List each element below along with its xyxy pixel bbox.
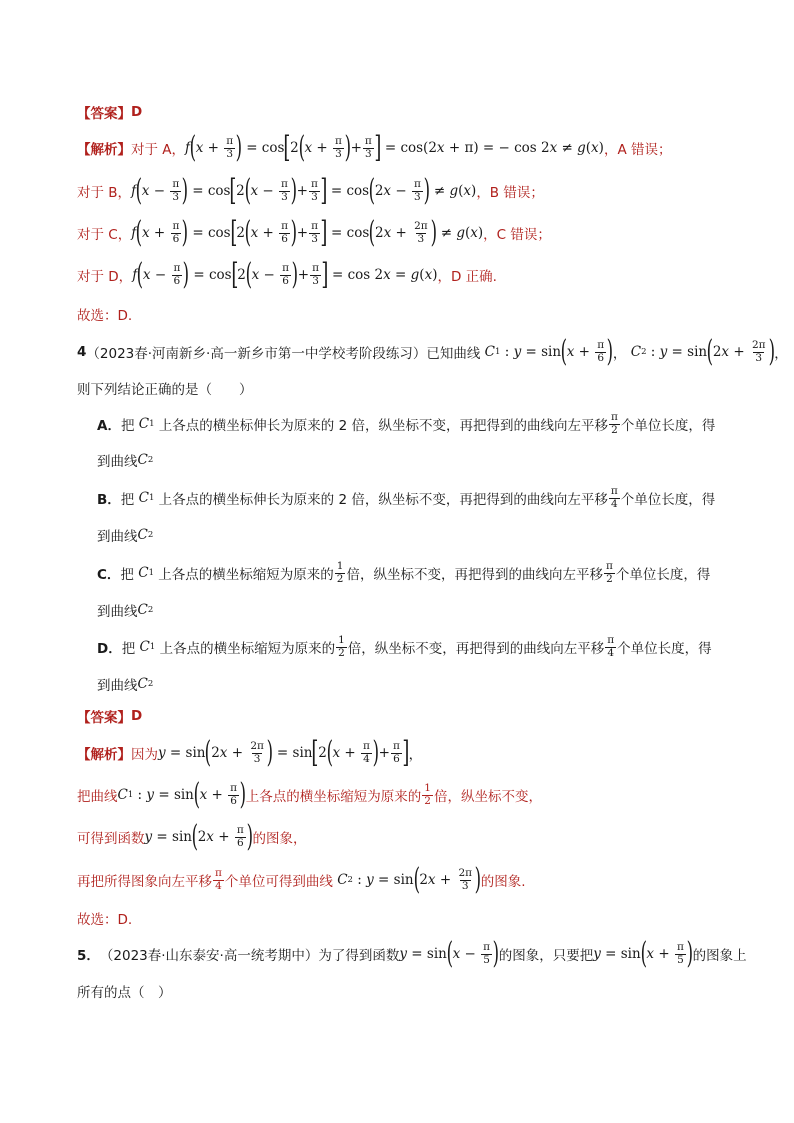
analysis2-line-3 <box>77 817 306 857</box>
option-c-middle: 上各点的横坐标缩短为原来的 <box>158 567 334 583</box>
option-d[interactable] <box>97 627 712 667</box>
analysis-verdict-c: ，C 错误； <box>483 227 551 243</box>
analysis-intro-c: 对于 C， <box>77 227 132 243</box>
question-5-source-formula: y = sin ( x + $\frac{\pi}{5}$ ) <box>593 936 693 971</box>
option-b-shift: $\frac{\pi}{4}$ <box>610 485 618 510</box>
option-c-c2: C 2 <box>137 602 154 618</box>
answer-line-2 <box>77 696 142 736</box>
question-4-number: 4 <box>77 344 87 360</box>
option-a[interactable] <box>97 404 715 444</box>
option-d-cont-text: 到曲线 <box>97 678 138 694</box>
option-c-c1: C 1 <box>138 565 154 581</box>
choice-text-2: 故选：D. <box>77 912 133 928</box>
choice-line-1 <box>77 294 132 334</box>
option-a-c1: C 1 <box>138 416 155 432</box>
option-d-middle2: 倍，纵坐标不变，再把得到的曲线向左平移 <box>347 641 605 657</box>
analysis2-half: $\frac{1}{2}$ <box>424 782 431 807</box>
option-b-cont <box>97 515 153 555</box>
analysis2-l3a: 可得到函数 <box>77 831 145 847</box>
analysis2-formula-2: C 1 : y = sin ( x + $\frac{\pi}{6}$ ) <box>117 777 247 812</box>
option-d-c1: C 1 <box>139 639 156 655</box>
question-4-stem-line-2 <box>77 368 253 408</box>
formula-c: f ( x + $\frac{\pi}{6}$ ) = cos [ 2 ( x + $\frac{\pi}{6}$ ) + $\frac{\pi}{3}$ ] = cos ( 2 x + $\frac{2\pi}{3}$ ) ≠ g ( x ) <box>131 215 484 250</box>
analysis-verdict-d: ，D 正确. <box>437 269 497 285</box>
option-b-c2: C 2 <box>137 527 154 543</box>
analysis2-line-1 <box>77 733 422 773</box>
analysis2-l4b: 个单位可得到曲线 <box>224 874 333 890</box>
analysis2-l3b: 的图象， <box>252 831 307 847</box>
analysis-line-b <box>77 171 544 211</box>
question-5-source: （2023春·山东泰安·高一统考期中） <box>99 948 319 964</box>
option-b-cont-text: 到曲线 <box>97 529 138 545</box>
option-c-cont <box>97 590 153 630</box>
choice-line-2 <box>77 898 132 938</box>
answer-value: D <box>131 104 143 120</box>
analysis2-l4c: 的图象. <box>480 874 526 890</box>
option-b[interactable] <box>97 478 715 518</box>
question-5-stem <box>77 934 747 974</box>
option-c[interactable] <box>97 553 710 593</box>
analysis-line-c <box>77 213 551 253</box>
option-b-c1: C 1 <box>138 490 155 506</box>
analysis-verdict-b: ，B 错误； <box>476 185 544 201</box>
option-c-cont-text: 到曲线 <box>97 604 138 620</box>
analysis2-l2a: 把曲线 <box>77 789 118 805</box>
analysis2-l1: 因为 <box>131 747 158 763</box>
analysis-intro-a: 对于 A， <box>131 142 186 158</box>
question-4-stem-b: 则下列结论正确的是（ ） <box>77 382 253 398</box>
option-d-middle: 上各点的横坐标缩短为原来的 <box>159 641 336 657</box>
formula-d: f ( x − $\frac{\pi}{6}$ ) = cos [ 2 ( x − $\frac{\pi}{6}$ ) + $\frac{\pi}{3}$ ] = cos 2 x = g ( x ) <box>132 257 438 292</box>
option-d-half: $\frac{1}{2}$ <box>338 634 345 659</box>
analysis2-label: 【解析】 <box>77 747 131 763</box>
analysis2-formula-1: y = sin ( 2 x + $\frac{2\pi}{3}$ ) = sin [ 2 ( x + $\frac{\pi}{4}$ ) + $\frac{\pi}{6}$ ] ， <box>158 735 423 770</box>
analysis2-l2c: 倍，纵坐标不变， <box>433 789 542 805</box>
analysis2-l2b: 上各点的横坐标缩短为原来的 <box>245 789 422 805</box>
answer-label-2: 【答案】 <box>77 710 131 726</box>
question-5-target-formula: y = sin ( x − $\frac{\pi}{5}$ ) <box>399 936 500 971</box>
option-d-shift: $\frac{\pi}{4}$ <box>607 634 615 659</box>
option-d-after: 个单位长度，得 <box>617 641 712 657</box>
option-a-shift: $\frac{\pi}{2}$ <box>610 411 618 436</box>
analysis2-shift: $\frac{\pi}{4}$ <box>215 867 222 892</box>
option-a-middle: 上各点的横坐标伸长为原来的 2 倍，纵坐标不变，再把得到的曲线向左平移 <box>158 418 608 434</box>
question-5-number: 5． <box>77 948 100 964</box>
analysis2-l4a: 再把所得图象向左平移 <box>77 874 212 890</box>
answer-label: 【答案】 <box>77 106 131 122</box>
option-a-cont <box>97 440 153 480</box>
option-a-key: A． <box>97 418 121 434</box>
option-c-before: 把 <box>120 567 134 583</box>
option-b-after: 个单位长度，得 <box>620 492 716 508</box>
option-b-before: 把 <box>120 492 135 508</box>
formula-b: f ( x − $\frac{\pi}{3}$ ) = cos [ 2 ( x − $\frac{\pi}{3}$ ) + $\frac{\pi}{3}$ ] = cos ( 2 x − $\frac{\pi}{3}$ ) ≠ g ( x ) <box>131 173 477 208</box>
analysis2-line-2 <box>77 775 542 815</box>
option-c-shift: $\frac{\pi}{2}$ <box>605 560 613 585</box>
option-a-cont-text: 到曲线 <box>97 454 138 470</box>
option-d-key: D． <box>97 641 122 657</box>
answer-line-1 <box>77 92 142 132</box>
option-a-after: 个单位长度，得 <box>620 418 716 434</box>
analysis-intro-b: 对于 B， <box>77 185 132 201</box>
question-5-stem-d: 所有的点（ ） <box>77 985 172 1001</box>
option-c-middle2: 倍，纵坐标不变，再把得到的曲线向左平移 <box>346 567 603 583</box>
analysis-label: 【解析】 <box>77 142 131 158</box>
option-a-before: 把 <box>120 418 135 434</box>
question-5-stem-b: 的图象，只要把 <box>498 948 594 964</box>
analysis-line-d <box>77 255 497 295</box>
choice-text-1: 故选：D. <box>77 308 133 324</box>
answer-value-2: D <box>131 708 143 724</box>
question-5-stem-a: 为了得到函数 <box>318 948 400 964</box>
question-4-source: （2023春·河南新乡·高一新乡市第一中学校考阶段练习） <box>86 346 427 362</box>
option-d-before: 把 <box>121 641 136 657</box>
option-c-key: C． <box>97 567 121 583</box>
question-5-stem-line-2 <box>77 971 172 1011</box>
analysis2-line-4 <box>77 860 526 900</box>
option-b-key: B． <box>97 492 121 508</box>
option-d-c2: C 2 <box>137 676 154 692</box>
question-4-stem-a: 已知曲线 <box>426 346 481 362</box>
analysis2-formula-4: C 2 : y = sin ( 2 x + $\frac{2\pi}{3}$ ) <box>337 862 482 897</box>
curve-c1-formula: C 1 : y = sin ( x + $\frac{\pi}{6}$ ) ， C 2 : y = sin ( 2 x + $\frac{2\pi}{3}$ ) ， <box>484 334 788 369</box>
formula-a: f ( x + $\frac{\pi}{3}$ ) = cos [ 2 ( x + $\frac{\pi}{3}$ ) + $\frac{\pi}{3}$ ] = cos(2 x + π) = − cos 2 x ≠ g ( x ) <box>185 130 604 165</box>
analysis-verdict-a: ，A 错误； <box>603 142 672 158</box>
analysis-line-a <box>77 128 671 168</box>
analysis2-formula-3: y = sin ( 2 x + $\frac{\pi}{6}$ ) <box>144 819 253 854</box>
option-a-c2: C 2 <box>137 452 154 468</box>
option-c-half: $\frac{1}{2}$ <box>336 560 344 585</box>
question-5-stem-c: 的图象上 <box>692 948 747 964</box>
analysis-intro-d: 对于 D， <box>77 269 133 285</box>
option-c-after: 个单位长度，得 <box>615 567 711 583</box>
question-4-stem <box>77 332 788 372</box>
option-b-middle: 上各点的横坐标伸长为原来的 2 倍，纵坐标不变，再把得到的曲线向左平移 <box>158 492 608 508</box>
